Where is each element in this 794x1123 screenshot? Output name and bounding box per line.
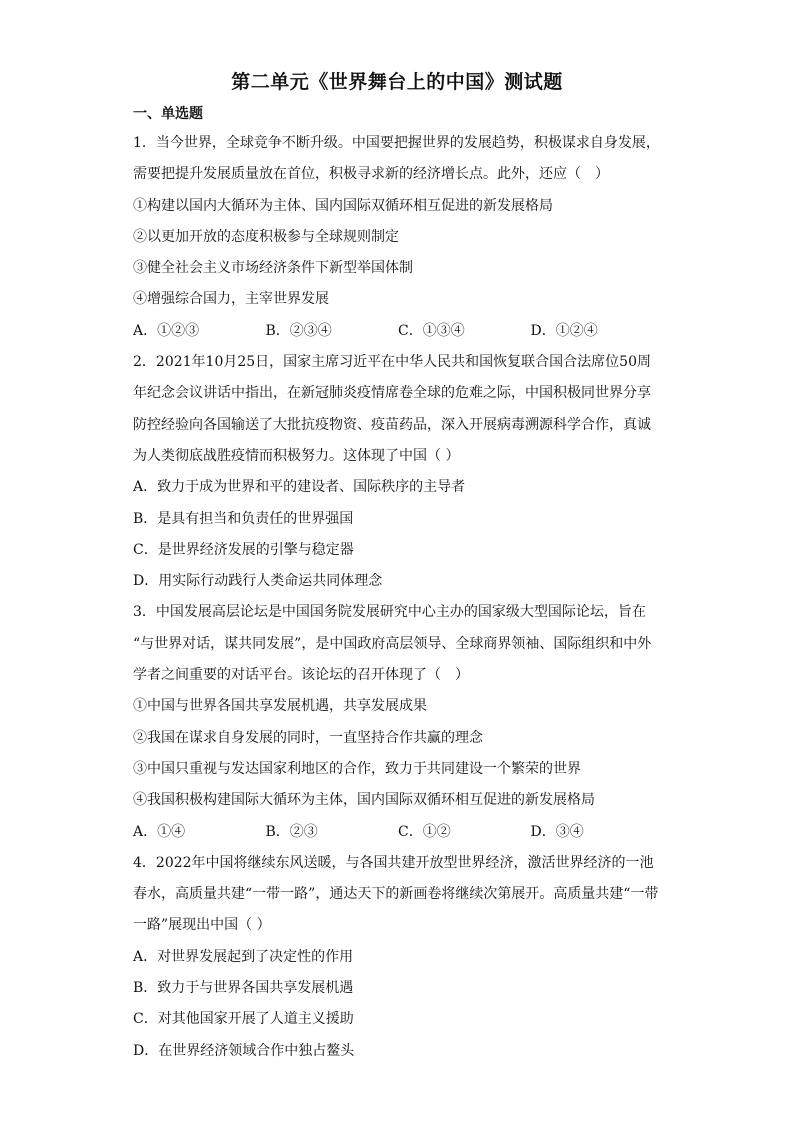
option-c: C．①② bbox=[398, 823, 451, 840]
question-stem-line: 一路”展现出中国（ ） bbox=[133, 917, 271, 934]
statement-item: ②我国在谋求自身发展的同时，一直坚持合作共赢的理念 bbox=[133, 729, 483, 746]
statement-item: ④我国积极构建国际大循环为主体，国内国际双循环相互促进的新发展格局 bbox=[133, 792, 595, 809]
section-heading: 一、单选题 bbox=[133, 106, 203, 122]
answer-options bbox=[133, 316, 663, 347]
question-stem-line: 年纪念会议讲话中指出，在新冠肺炎疫情席卷全球的危难之际，中国积极同世界分享 bbox=[133, 385, 651, 402]
option-b: B．②③ bbox=[265, 823, 318, 840]
question-stem-line: 4．2022年中国将继续东风送暖，与各国共建开放型世界经济，激活世界经济的一池 bbox=[133, 854, 654, 871]
question-stem-line: 3．中国发展高层论坛是中国国务院发展研究中心主办的国家级大型国际论坛，旨在 bbox=[133, 604, 646, 621]
answer-options bbox=[133, 817, 663, 848]
question-stem-line: “与世界对话，谋共同发展”，是中国政府高层领导、全球商界领袖、国际组织和中外 bbox=[133, 635, 652, 652]
statement-item: ②以更加开放的态度积极参与全球规则制定 bbox=[133, 228, 399, 245]
option-c: C．①③④ bbox=[398, 322, 465, 339]
question-stem-line: 1．当今世界，全球竞争不断升级。中国要把握世界的发展趋势，积极谋求自身发展， bbox=[133, 135, 660, 151]
option-a: A．致力于成为世界和平的建设者、国际秩序的主导者 bbox=[133, 479, 466, 496]
statement-item: ①构建以国内大循环为主体、国内国际双循环相互促进的新发展格局 bbox=[133, 197, 553, 214]
question-stem-line: 春水，高质量共建“一带一路”，通达天下的新画卷将继续次第展开。高质量共建“一带 bbox=[133, 886, 659, 903]
option-c: C．是世界经济发展的引擎与稳定器 bbox=[133, 541, 354, 558]
question-4 bbox=[133, 848, 663, 1067]
statement-item: ④增强综合国力，主宰世界发展 bbox=[133, 291, 329, 308]
statement-item: ③中国只重视与发达国家利地区的合作，致力于共同建设一个繁荣的世界 bbox=[133, 760, 581, 777]
question-1 bbox=[133, 128, 663, 347]
question-stem-line: 防控经验向各国输送了大批抗疫物资、疫苗药品，深入开展病毒溯源科学合作，真诚 bbox=[133, 416, 651, 433]
question-2 bbox=[133, 347, 663, 597]
statement-item: ①中国与世界各国共享发展机遇，共享发展成果 bbox=[133, 698, 427, 715]
option-a: A．①②③ bbox=[133, 322, 200, 339]
statement-item: ③健全社会主义市场经济条件下新型举国体制 bbox=[133, 260, 413, 277]
option-d: D．③④ bbox=[530, 823, 584, 840]
option-b: B．是具有担当和负责任的世界强国 bbox=[133, 510, 354, 527]
question-stem-line: 学者之间重要的对话平台。该论坛的召开体现了（ ） bbox=[133, 667, 469, 684]
option-d: D．在世界经济领域合作中独占鳌头 bbox=[133, 1042, 355, 1059]
page-title: 第二单元《世界舞台上的中国》测试题 bbox=[231, 71, 563, 93]
question-3 bbox=[133, 597, 663, 847]
option-a: A．①④ bbox=[133, 823, 186, 840]
option-d: D．①②④ bbox=[530, 322, 598, 339]
option-b: B．致力于与世界各国共享发展机遇 bbox=[133, 980, 354, 997]
question-list bbox=[133, 128, 663, 1067]
question-stem-line: 2．2021年10月25日，国家主席习近平在中华人民共和国恢复联合国合法席位50周 bbox=[133, 354, 651, 371]
option-c: C．对其他国家开展了人道主义援助 bbox=[133, 1011, 354, 1028]
option-a: A．对世界发展起到了决定性的作用 bbox=[133, 948, 354, 965]
option-b: B．②③④ bbox=[265, 322, 332, 339]
option-d: D．用实际行动践行人类命运共同体理念 bbox=[133, 573, 383, 590]
question-stem-line: 需要把提升发展质量放在首位，积极寻求新的经济增长点。此外，还应（ ） bbox=[133, 166, 609, 183]
question-stem-line: 为人类彻底战胜疫情而积极努力。这体现了中国（ ） bbox=[133, 447, 460, 464]
